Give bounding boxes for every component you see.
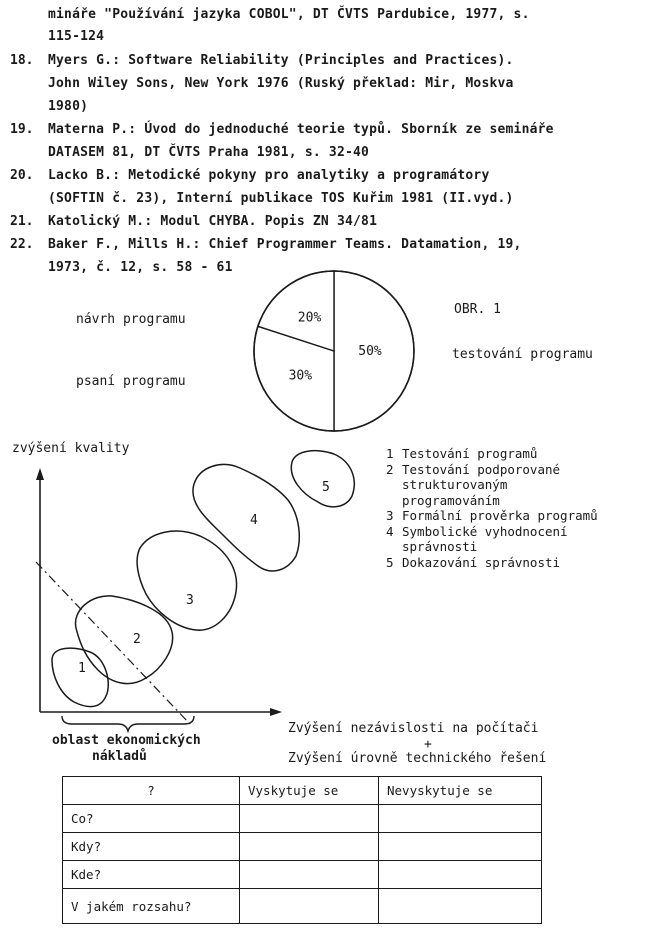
region-1 [52,648,108,706]
table-header-occurs: Vyskytuje se [240,777,379,805]
reference-22-line-2: 1973, č. 12, s. 58 - 61 [48,260,233,275]
table-row-label: V jakém rozsahu? [63,889,240,924]
x-axis-plus: + [424,737,432,752]
legend-item-number: 4 [386,523,394,539]
legend-item-text: Symbolické vyhodnocení správnosti [402,523,568,554]
legend-item [386,555,606,571]
legend-item-text: Testování programů [402,446,538,461]
region-1-number: 1 [78,661,86,676]
reference-19-number: 19. [10,122,34,137]
legend-item [386,508,606,524]
legend-item-text: Testování podporované strukturovaným programováním [402,461,561,508]
pie-slice-label: 20% [297,310,322,326]
table-cell-occurs [240,805,379,833]
region-3 [137,531,236,630]
reference-18-line-2: John Wiley Sons, New York 1976 (Ruský překlad: Mir, Moskva [48,76,514,91]
brace-label-line-2: nákladů [92,749,147,764]
table-row [63,889,542,924]
table-cell-not-occurs [379,805,542,833]
region-3-number: 3 [186,593,194,608]
table-cell-occurs [240,861,379,889]
legend-item-number: 1 [386,446,394,461]
pie-label-writing: psaní programu [76,374,186,389]
pie-label-testing: testování programu [452,347,593,362]
legend-item [386,524,606,555]
legend-item-text: Formální prověrka programů [402,508,598,523]
figure-1-label: OBR. 1 [454,302,501,317]
x-axis-label-line-2: Zvýšení úrovně technického řešení [288,751,547,766]
legend-item-number: 3 [386,508,394,523]
table-header-row [63,777,542,805]
reference-22-number: 22. [10,237,34,252]
reference-18-line-1: Myers G.: Software Reliability (Principles and Practices). [48,53,514,68]
table-header-not-occurs: Nevyskytuje se [379,777,542,805]
region-4 [193,465,299,571]
economic-cost-brace [62,716,194,731]
table-cell-not-occurs [379,889,542,924]
reference-20-number: 20. [10,168,34,183]
reference-22-line-1: Baker F., Mills H.: Chief Programmer Teams. Datamation, 19, [48,237,522,252]
reference-20-line-2: (SOFTIN č. 23), Interní publikace TOS Kuřim 1981 (II.vyd.) [48,191,514,206]
reference-20-line-1: Lacko B.: Metodické pokyny pro analytiky a programátory [48,168,490,183]
reference-18-number: 18. [10,53,34,68]
table-row [63,833,542,861]
y-axis-label: zvýšení kvality [12,441,130,456]
region-2-number: 2 [133,632,141,647]
reference-17-line-1: mináře "Používání jazyka COBOL", DT ČVTS Pardubice, 1977, s. [48,7,530,22]
region-5-number: 5 [322,480,330,495]
table-row-label: Kde? [63,861,240,889]
table-row [63,861,542,889]
pie-label-design: návrh programu [76,312,186,327]
brace-label-line-1: oblast ekonomických [52,733,201,748]
x-axis-label-line-1: Zvýšení nezávislosti na počítači [288,721,539,736]
table-cell-not-occurs [379,861,542,889]
pie-slice-label: 30% [288,368,313,384]
pie-slice-label: 50% [358,344,382,359]
reference-18-line-3: 1980) [48,99,89,114]
table-row [63,805,542,833]
reference-17-line-2: 115-124 [48,29,105,44]
legend-item [386,462,606,509]
table-row-label: Kdy? [63,833,240,861]
reference-21-line-1: Katolický M.: Modul CHYBA. Popis ZN 34/81 [48,214,378,229]
legend-item [386,446,606,462]
table-cell-not-occurs [379,833,542,861]
table-cell-occurs [240,833,379,861]
y-axis-arrow [36,468,44,480]
legend-item-text: Dokazování správnosti [402,554,561,570]
legend-item-number: 5 [386,554,394,570]
table-row-label: Co? [63,805,240,833]
x-axis-arrow [270,708,282,716]
region-4-number: 4 [250,513,258,528]
occurrence-table [62,776,542,924]
region-5 [291,451,354,507]
reference-19-line-2: DATASEM 81, DT ČVTS Praha 1981, s. 32-40 [48,145,370,160]
table-header-question: ? [63,777,240,805]
reference-19-line-1: Materna P.: Úvod do jednoduché teorie typů. Sborník ze semináře [48,122,554,137]
legend-item-number: 2 [386,461,394,477]
table-cell-occurs [240,889,379,924]
economic-cost-line [36,562,190,724]
diagram-legend [386,446,606,570]
reference-21-number: 21. [10,214,34,229]
